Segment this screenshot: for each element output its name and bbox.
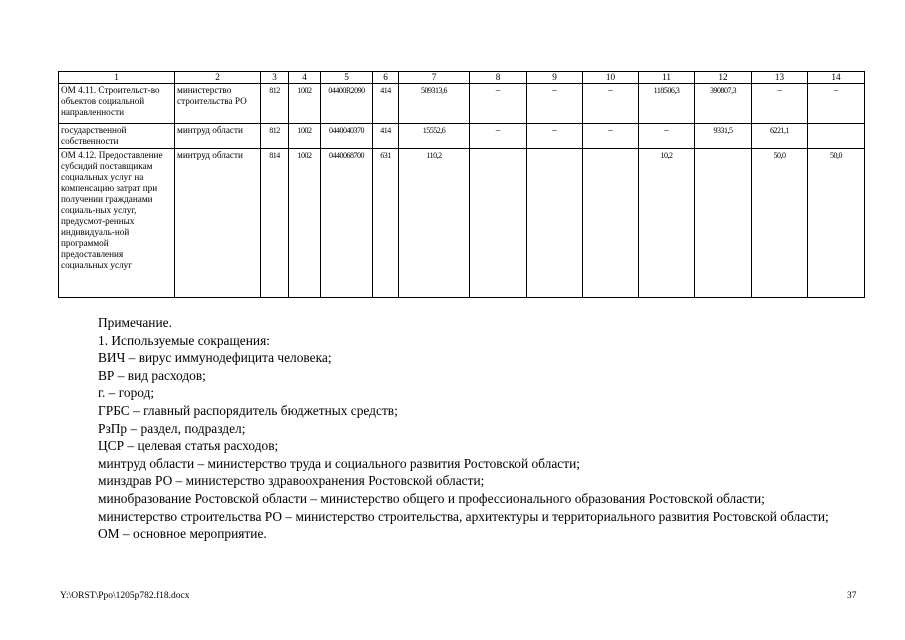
- notes-section: [60, 314, 860, 543]
- csr-cell: 0440040370: [321, 124, 373, 149]
- measure-name-cell: ОМ 4.11. Строительст-во объектов социальной направленности: [59, 84, 175, 124]
- abbreviation-item: минтруд области – министерство труда и социального развития Ростовской области;: [98, 455, 580, 471]
- executor-cell: министерство строительства РО: [175, 84, 261, 124]
- total-cell: 509313,6: [399, 84, 470, 124]
- year-value-cell: 50,0: [808, 149, 865, 298]
- notes-heading: Примечание.: [98, 315, 172, 330]
- vr-cell: 631: [373, 149, 399, 298]
- abbreviation-item: ОМ – основное мероприятие.: [98, 526, 267, 542]
- year-value-cell: –: [583, 84, 639, 124]
- grbs-cell: 812: [261, 84, 289, 124]
- rzpr-cell: 1002: [289, 149, 321, 298]
- column-header: 14: [808, 72, 865, 84]
- column-header: 11: [639, 72, 695, 84]
- page-number: 37: [847, 591, 857, 601]
- measure-name-cell: ОМ 4.12. Предоставление субсидий поставщикам социальных услуг на компенсацию затрат при получении гражданами социаль-ных услуг, предусмот-ренных индивидуаль-ной программой предоставления социальных услуг: [59, 149, 175, 298]
- notes-item: 1. Используемые сокращения:: [98, 332, 270, 348]
- table-header-row: [59, 72, 865, 84]
- column-header: 5: [321, 72, 373, 84]
- total-cell: 15552,6: [399, 124, 470, 149]
- column-header: 10: [583, 72, 639, 84]
- year-value-cell: –: [470, 124, 527, 149]
- year-value-cell: –: [639, 124, 695, 149]
- file-path: Y:\ORST\Ppo\1205p782.f18.docx: [60, 591, 190, 601]
- year-value-cell: [695, 149, 752, 298]
- year-value-cell: [527, 149, 583, 298]
- year-value-cell: 390807,3: [695, 84, 752, 124]
- column-header: 1: [59, 72, 175, 84]
- abbreviation-item: министерство строительства РО – министерство строительства, архитектуры и территориального развития Ростовской области;: [98, 508, 829, 524]
- column-header: 2: [175, 72, 261, 84]
- column-header: 8: [470, 72, 527, 84]
- year-value-cell: 9331,5: [695, 124, 752, 149]
- column-header: 12: [695, 72, 752, 84]
- grbs-cell: 814: [261, 149, 289, 298]
- rzpr-cell: 1002: [289, 124, 321, 149]
- table-row: [59, 84, 865, 124]
- abbreviation-item: ВИЧ – вирус иммунодефицита человека;: [98, 350, 332, 366]
- table-row: [59, 124, 865, 149]
- year-value-cell: –: [470, 84, 527, 124]
- abbreviation-item: РзПр – раздел, подраздел;: [98, 420, 246, 436]
- year-value-cell: –: [752, 84, 808, 124]
- year-value-cell: 50,0: [752, 149, 808, 298]
- rzpr-cell: 1002: [289, 84, 321, 124]
- abbreviation-item: ВР – вид расходов;: [98, 367, 206, 383]
- abbreviation-item: ГРБС – главный распорядитель бюджетных средств;: [98, 402, 398, 418]
- executor-cell: минтруд области: [175, 124, 261, 149]
- year-value-cell: [583, 149, 639, 298]
- column-header: 7: [399, 72, 470, 84]
- abbreviation-item: минобразование Ростовской области – министерство общего и профессионального образования Ростовской области;: [98, 490, 765, 506]
- column-header: 4: [289, 72, 321, 84]
- year-value-cell: –: [527, 84, 583, 124]
- column-header: 3: [261, 72, 289, 84]
- column-header: 13: [752, 72, 808, 84]
- table-row: [59, 149, 865, 298]
- vr-cell: 414: [373, 84, 399, 124]
- year-value-cell: 10,2: [639, 149, 695, 298]
- executor-cell: минтруд области: [175, 149, 261, 298]
- csr-cell: 0440068700: [321, 149, 373, 298]
- csr-cell: 04400R2090: [321, 84, 373, 124]
- grbs-cell: 812: [261, 124, 289, 149]
- abbreviation-item: минздрав РО – министерство здравоохранения Ростовской области;: [98, 473, 485, 489]
- year-value-cell: 118506,3: [639, 84, 695, 124]
- abbreviation-item: г. – город;: [98, 385, 155, 401]
- year-value-cell: –: [527, 124, 583, 149]
- measure-name-cell: государственной собственности: [59, 124, 175, 149]
- year-value-cell: 6221,1: [752, 124, 808, 149]
- total-cell: 110,2: [399, 149, 470, 298]
- year-value-cell: [470, 149, 527, 298]
- year-value-cell: –: [583, 124, 639, 149]
- column-header: 6: [373, 72, 399, 84]
- year-value-cell: [808, 124, 865, 149]
- year-value-cell: –: [808, 84, 865, 124]
- abbreviation-item: ЦСР – целевая статья расходов;: [98, 438, 279, 454]
- column-header: 9: [527, 72, 583, 84]
- vr-cell: 414: [373, 124, 399, 149]
- budget-table: [58, 71, 865, 298]
